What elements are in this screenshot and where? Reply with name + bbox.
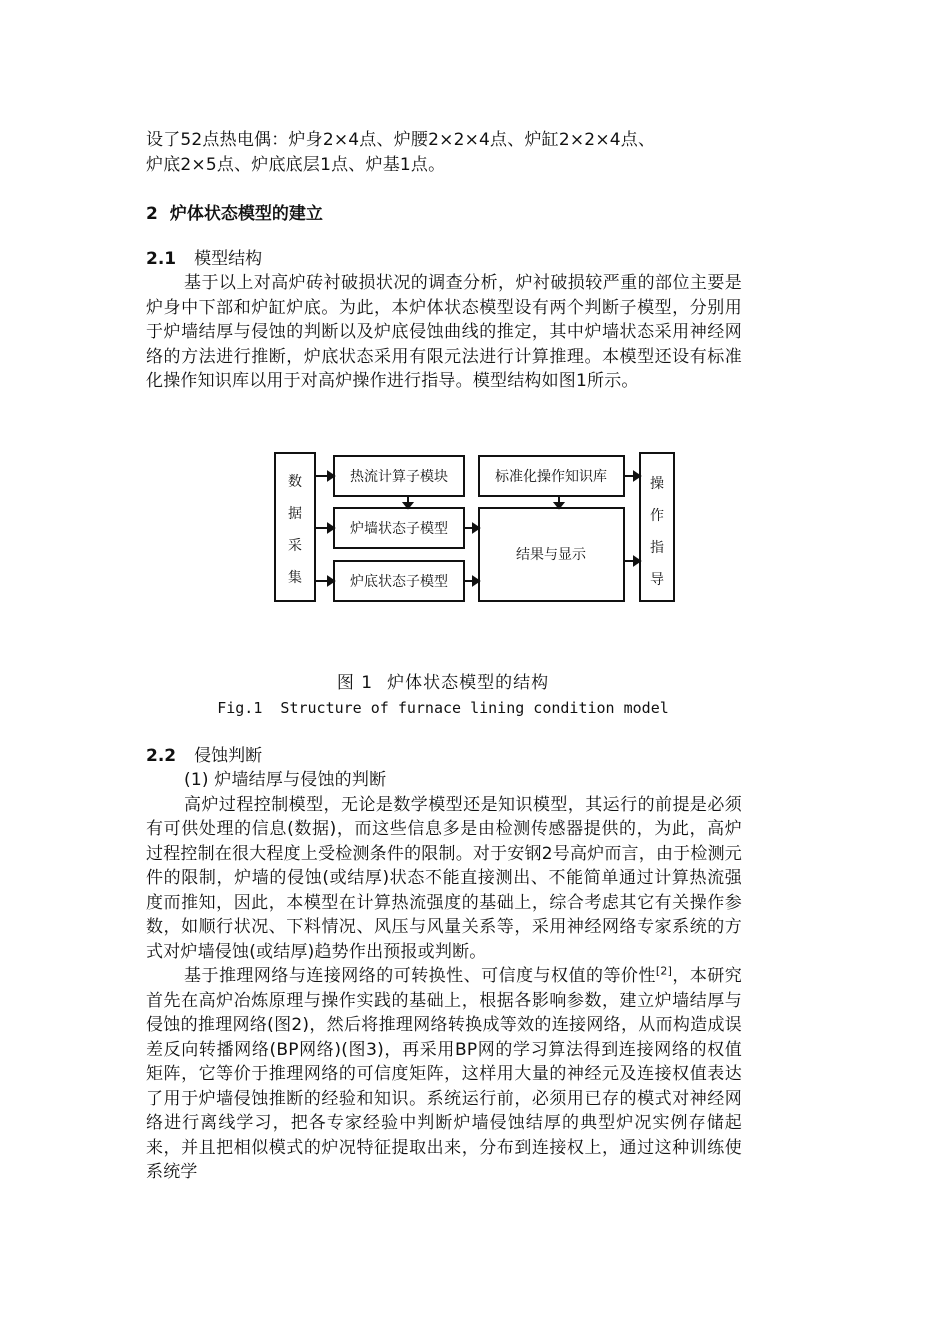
section-number: 2: [146, 204, 158, 224]
subsection-2-2-heading: [146, 744, 262, 768]
subsection-number: 2.1: [146, 249, 177, 269]
operation-guide-char: 导: [650, 572, 664, 588]
paragraph: [146, 964, 742, 1185]
heat-flow-module-label: 热流计算子模块: [350, 469, 448, 485]
data-collection-box: [275, 453, 315, 601]
intro-line-2: 炉底2×5点、炉底底层1点、炉基1点。: [146, 154, 446, 175]
intro-text: [146, 128, 742, 177]
paragraph-part: 基于推理网络与连接网络的可转换性、可信度与权值的等价性: [184, 966, 656, 986]
figure-1-caption-cn: [0, 672, 886, 694]
knowledge-base-label: 标准化操作知识库: [495, 469, 607, 485]
figure-1-caption-en: Fig.1 Structure of furnace lining condition model: [217, 699, 669, 717]
result-display-label: 结果与显示: [516, 547, 586, 563]
citation: [2]: [655, 964, 673, 978]
item-heading: (1) 炉墙结厚与侵蚀的判断: [184, 770, 387, 790]
subsection-2-1-body: [146, 271, 742, 394]
wall-state-model-box: [334, 508, 464, 548]
operation-guide-box: [640, 453, 674, 601]
heat-flow-module-box: [334, 456, 464, 496]
result-display-box: [479, 508, 624, 601]
subsection-title: 模型结构: [194, 249, 263, 269]
intro-line-1: 设了52点热电偶：炉身2×4点、炉腰2×2×4点、炉缸2×2×4点、: [146, 130, 656, 150]
wall-state-model-label: 炉墙状态子模型: [350, 521, 448, 537]
operation-guide-char: 作: [650, 508, 664, 524]
data-collection-char: 据: [288, 506, 302, 522]
bottom-state-model-box: [334, 561, 464, 601]
figure-1-diagram: [274, 452, 676, 604]
knowledge-base-box: [479, 456, 624, 496]
data-collection-char: 采: [288, 538, 302, 554]
operation-guide-char: 指: [650, 540, 664, 556]
paragraph: 高炉过程控制模型，无论是数学模型还是知识模型，其运行的前提是必须有可供处理的信息(数据)，而这些信息多是由检测传感器提供的，为此，高炉过程控制在很大程度上受检测条件的限制。对于安钢2号高炉而言，由于检测元件的限制，炉墙的侵蚀(或结厚)状态不能直接测出、不能简单通过计算热流强度而推知，因此，本模型在计算热流强度的基础上，综合考虑其它有关操作参数，如顺行状况、下料情况、风压与风量关系等，采用神经网络专家系统的方式对炉墙侵蚀(或结厚)趋势作出预报或判断。: [146, 794, 742, 962]
subsection-title: 侵蚀判断: [194, 746, 263, 766]
caption-label: 图 1: [336, 673, 374, 693]
section-heading: [146, 202, 323, 226]
data-collection-char: 集: [288, 570, 302, 586]
subsection-number: 2.2: [146, 746, 177, 766]
subsection-2-1-heading: [146, 247, 262, 271]
section-title: 炉体状态模型的建立: [169, 204, 323, 224]
bottom-state-model-label: 炉底状态子模型: [350, 574, 448, 590]
paragraph-part: ，本研究首先在高炉冶炼原理与操作实践的基础上，根据各影响参数，建立炉墙结厚与侵蚀的推理网络(图2)，然后将推理网络转换成等效的连接网络，从而构造成误差反向转播网络(BP网络)(图3)，再采用BP网的学习算法得到连接网络的权值矩阵，它等价于推理网络的可信度矩阵，这样用大量的神经元及连接权值表达了用于炉墙侵蚀推断的经验和知识。系统运行前，必须用已存的模式对神经网络进行离线学习，把各专家经验中判断炉墙侵蚀结厚的典型炉况实例存储起来，并且把相似模式的炉况特征提取出来，分布到连接权上，通过这种训练使系统学: [146, 966, 742, 1182]
operation-guide-char: 操: [650, 476, 664, 492]
caption-text: 炉体状态模型的结构: [387, 673, 550, 693]
subsection-2-2-body: [146, 768, 742, 1185]
paragraph: 基于以上对高炉砖衬破损状况的调查分析，炉衬破损较严重的部位主要是炉身中下部和炉缸炉底。为此，本炉体状态模型设有两个判断子模型，分别用于炉墙结厚与侵蚀的判断以及炉底侵蚀曲线的推定，其中炉墙状态采用神经网络的方法进行推断，炉底状态采用有限元法进行计算推理。本模型还设有标准化操作知识库以用于对高炉操作进行指导。模型结构如图1所示。: [146, 273, 742, 391]
data-collection-char: 数: [288, 474, 302, 490]
